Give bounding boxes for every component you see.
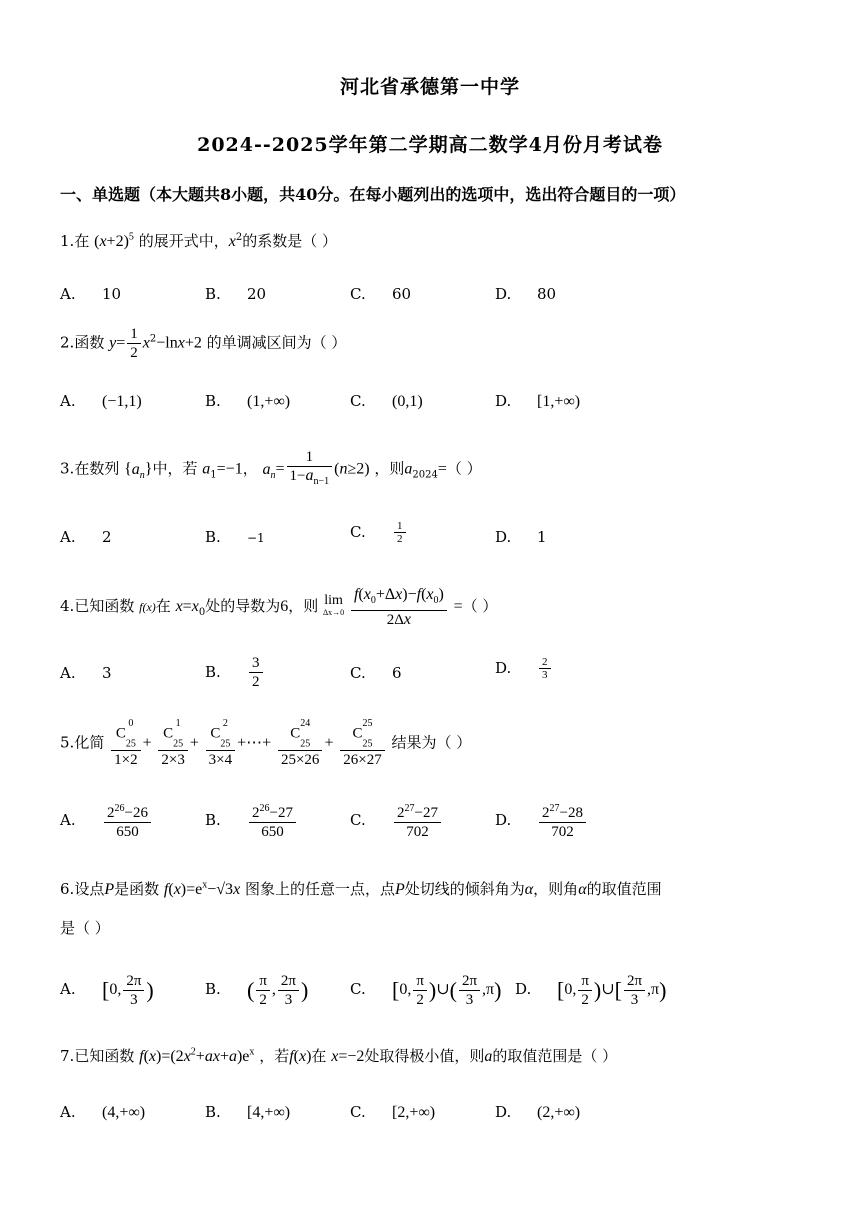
q6-option-c[interactable]: C. [0, $\frac{\pi}{2}$ )∪( $\frac{2\pi}{3}$ ,π) — [350, 973, 502, 1008]
q4-option-c[interactable]: C. 6 — [350, 664, 402, 682]
question-7: 7.已知函数 $f(x)=(2x^2+ax+a)e^x$ ，若f(x)在 x=−2处取得极小值，则a的取值范围是（ ） — [60, 1046, 618, 1065]
q1-option-b[interactable]: B. 20 — [205, 285, 267, 303]
q5-option-d[interactable]: D. $\frac{2^{27}-28}{702}$ — [495, 800, 588, 841]
q4-option-d[interactable]: D. $\frac{2}{3}$ — [495, 656, 553, 681]
q2-option-b[interactable]: B. (1,+∞) — [205, 392, 291, 410]
question-6: 6.设点P是函数 $f(x)=e^x-√3x$ 图象上的任意一点，点P处切线的倾斜角为α，则角α的取值范围 — [60, 879, 662, 898]
question-6-line-2: 是（ ） — [60, 919, 110, 937]
school-name: 河北省承德第一中学 — [339, 76, 520, 98]
q4-option-b[interactable]: B. $\frac{3}{2}$ — [205, 654, 265, 691]
exam-title: 2024--2025学年第二学期高二数学4月份月考试卷 — [197, 134, 663, 156]
q7-option-c[interactable]: C. [2,+∞) — [350, 1103, 436, 1121]
section-heading: 一、单选题（本大题共8小题，共40分。在每小题列出的选项中，选出符合题目的一项） — [60, 185, 686, 204]
q2-option-c[interactable]: C. (0,1) — [350, 392, 423, 410]
q3-option-d[interactable]: D. 1 — [495, 528, 547, 546]
question-2: 2.函数 y= $\frac{1}{2}$ $x^2-\ln x+2$ 的单调减区间为（ ） — [60, 326, 347, 361]
q1-option-c[interactable]: C. 60 — [350, 285, 412, 303]
q2-option-d[interactable]: D. [1,+∞) — [495, 392, 581, 410]
q7-option-a[interactable]: A. (4,+∞) — [60, 1103, 146, 1121]
question-1: 1.在 $(x+2)^5$ 的展开式中，$x^2$的系数是（ ） — [60, 231, 337, 250]
q7-option-d[interactable]: D. (2,+∞) — [495, 1103, 581, 1121]
q6-option-b[interactable]: B. ( $\frac{\pi}{2}$ , $\frac{2\pi}{3}$ ) — [205, 973, 309, 1008]
question-4: 4.已知函数 f(x)在 $x=x_0$处的导数为6，则 lim Δx→0 $\frac{f(x_0+\Delta x)-f(x_0)}{2\Delta x}$ =（ ） — [60, 586, 498, 629]
question-3: 3.在数列 $\{a_n\}$中，若 $a_1=-1$， $a_n=$ $\frac{1}{1-a_{n-1}}$ (n≥2) ，则$a_{2024}=$（ ） — [60, 449, 482, 487]
q4-option-a[interactable]: A. 3 — [60, 664, 112, 682]
q3-option-c[interactable]: C. $\frac{1}{2}$ — [350, 520, 408, 545]
q6-option-a[interactable]: A. [0, $\frac{2\pi}{3}$ ) — [60, 973, 154, 1008]
q1-option-d[interactable]: D. 80 — [495, 285, 557, 303]
q3-option-a[interactable]: A. 2 — [60, 528, 112, 546]
q2-option-a[interactable]: A. (−1,1) — [60, 392, 142, 410]
q5-option-a[interactable]: A. $\frac{2^{26}-26}{650}$ — [60, 800, 153, 841]
q1-option-a[interactable]: A. 10 — [60, 285, 122, 303]
q5-option-c[interactable]: C. $\frac{2^{27}-27}{702}$ — [350, 800, 443, 841]
q7-option-b[interactable]: B. [4,+∞) — [205, 1103, 291, 1121]
q6-option-d[interactable]: D. [0, $\frac{\pi}{2}$ )∪[ $\frac{2\pi}{3}$ ,π) — [515, 973, 667, 1008]
q3-option-b[interactable]: B. −1 — [205, 528, 265, 546]
q5-option-b[interactable]: B. $\frac{2^{26}-27}{650}$ — [205, 800, 298, 841]
question-5: 5.化简 $C^0$ $_{25}$ 1×2 + $C^1$ $_{25}$ 2×3 + $C^2$ $_{25}$ 3×4 +⋯+ $C^{24}$ $_{25}$ 25×26 + $C^{25}$ $_{25}$ 26×27 结果为（ ） — [60, 718, 472, 769]
